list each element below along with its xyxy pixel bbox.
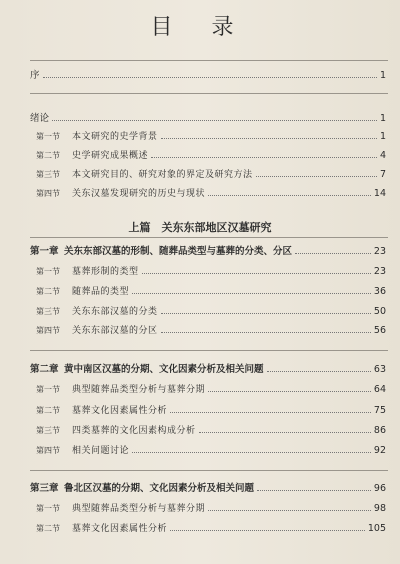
section-number: 第四节: [36, 326, 60, 335]
entry-page: 1: [379, 113, 386, 124]
toc-section[interactable]: [30, 283, 386, 297]
toc-section[interactable]: [30, 147, 386, 161]
entry-page: 1: [379, 70, 386, 81]
section-page: 75: [373, 405, 386, 416]
entry-label: 绪论: [30, 113, 50, 124]
leader-dots: [132, 452, 371, 453]
toc-section[interactable]: [30, 381, 386, 395]
chapter-page: 96: [373, 483, 386, 494]
leader-dots: [256, 176, 377, 177]
section-label: 四类墓葬的文化因素构成分析: [72, 426, 196, 436]
toc-section[interactable]: [30, 442, 386, 456]
section-label: 关东汉墓发现研究的历史与现状: [72, 189, 206, 199]
section-label: 本文研究的史学背景: [72, 132, 158, 142]
part-heading: 上篇 关东东部地区汉墓研究: [128, 221, 272, 234]
leader-dots: [43, 77, 377, 78]
divider: [30, 350, 388, 351]
section-number: 第一节: [36, 267, 60, 276]
leader-dots: [142, 273, 371, 274]
section-number: 第二节: [36, 151, 60, 160]
chapter-page: 63: [373, 364, 386, 375]
toc-section[interactable]: [30, 185, 386, 199]
toc-section[interactable]: [30, 166, 386, 180]
section-label: 本文研究目的、研究对象的界定及研究方法: [72, 170, 253, 180]
toc-section[interactable]: [30, 500, 386, 514]
divider: [30, 60, 388, 61]
section-label: 史学研究成果概述: [72, 151, 149, 161]
section-number: 第三节: [36, 307, 60, 316]
section-page: 50: [373, 306, 386, 317]
section-page: 7: [379, 169, 386, 180]
section-page: 14: [373, 188, 386, 199]
divider: [30, 470, 388, 471]
leader-dots: [208, 391, 371, 392]
section-number: 第一节: [36, 132, 60, 141]
section-page: 4: [379, 150, 386, 161]
section-number: 第三节: [36, 170, 60, 179]
toc-section[interactable]: [30, 303, 386, 317]
leader-dots: [161, 332, 371, 333]
toc-entry-preface[interactable]: [30, 67, 386, 81]
section-label: 相关问题讨论: [72, 446, 130, 456]
section-page: 36: [373, 286, 386, 297]
divider: [30, 237, 388, 238]
leader-dots: [257, 490, 371, 491]
section-number: 第四节: [36, 446, 60, 455]
section-number: 第一节: [36, 385, 60, 394]
toc-chapter[interactable]: [30, 243, 386, 257]
chapter-label: 黄中南区汉墓的分期、文化因素分析及相关问题: [64, 364, 264, 375]
leader-dots: [161, 138, 377, 139]
toc-section[interactable]: [30, 422, 386, 436]
chapter-page: 23: [373, 246, 386, 257]
section-page: 56: [373, 325, 386, 336]
section-number: 第二节: [36, 406, 60, 415]
section-label: 关东东部汉墓的分类: [72, 307, 158, 317]
chapter-number: 第一章: [30, 246, 59, 257]
toc-section[interactable]: [30, 322, 386, 336]
leader-dots: [208, 195, 371, 196]
section-label: 墓葬文化因素属性分析: [72, 524, 168, 534]
leader-dots: [52, 120, 377, 121]
chapter-label: 鲁北区汉墓的分期、文化因素分析及相关问题: [64, 483, 255, 494]
leader-dots: [151, 157, 377, 158]
toc-section[interactable]: [30, 520, 386, 534]
toc-entry-intro[interactable]: [30, 110, 386, 124]
toc-section[interactable]: [30, 263, 386, 277]
section-page: 98: [373, 503, 386, 514]
toc-section[interactable]: [30, 402, 386, 416]
leader-dots: [170, 530, 365, 531]
section-page: 105: [367, 523, 386, 534]
section-number: 第四节: [36, 189, 60, 198]
chapter-label: 关东东部汉墓的形制、随葬品类型与墓葬的分类、分区: [64, 246, 293, 257]
section-page: 92: [373, 445, 386, 456]
section-number: 第三节: [36, 426, 60, 435]
chapter-number: 第三章: [30, 483, 59, 494]
entry-label: 序: [30, 70, 40, 81]
section-label: 墓葬文化因素属性分析: [72, 406, 168, 416]
toc-chapter[interactable]: [30, 361, 386, 375]
section-label: 典型随葬品类型分析与墓葬分期: [72, 504, 206, 514]
section-page: 1: [379, 131, 386, 142]
chapter-number: 第二章: [30, 364, 59, 375]
section-label: 随葬品的类型: [72, 287, 130, 297]
section-number: 第二节: [36, 524, 60, 533]
section-page: 64: [373, 384, 386, 395]
page-title: 目 录: [150, 15, 250, 40]
toc-chapter[interactable]: [30, 480, 386, 494]
section-page: 23: [373, 266, 386, 277]
section-label: 墓葬形制的类型: [72, 267, 139, 277]
section-number: 第一节: [36, 504, 60, 513]
section-page: 86: [373, 425, 386, 436]
section-label: 关东东部汉墓的分区: [72, 326, 158, 336]
section-number: 第二节: [36, 287, 60, 296]
leader-dots: [170, 412, 371, 413]
leader-dots: [161, 313, 371, 314]
divider: [30, 93, 388, 94]
leader-dots: [208, 510, 371, 511]
leader-dots: [267, 371, 371, 372]
toc-section[interactable]: [30, 128, 386, 142]
leader-dots: [132, 293, 371, 294]
leader-dots: [199, 432, 371, 433]
section-label: 典型随葬品类型分析与墓葬分期: [72, 385, 206, 395]
leader-dots: [295, 253, 371, 254]
